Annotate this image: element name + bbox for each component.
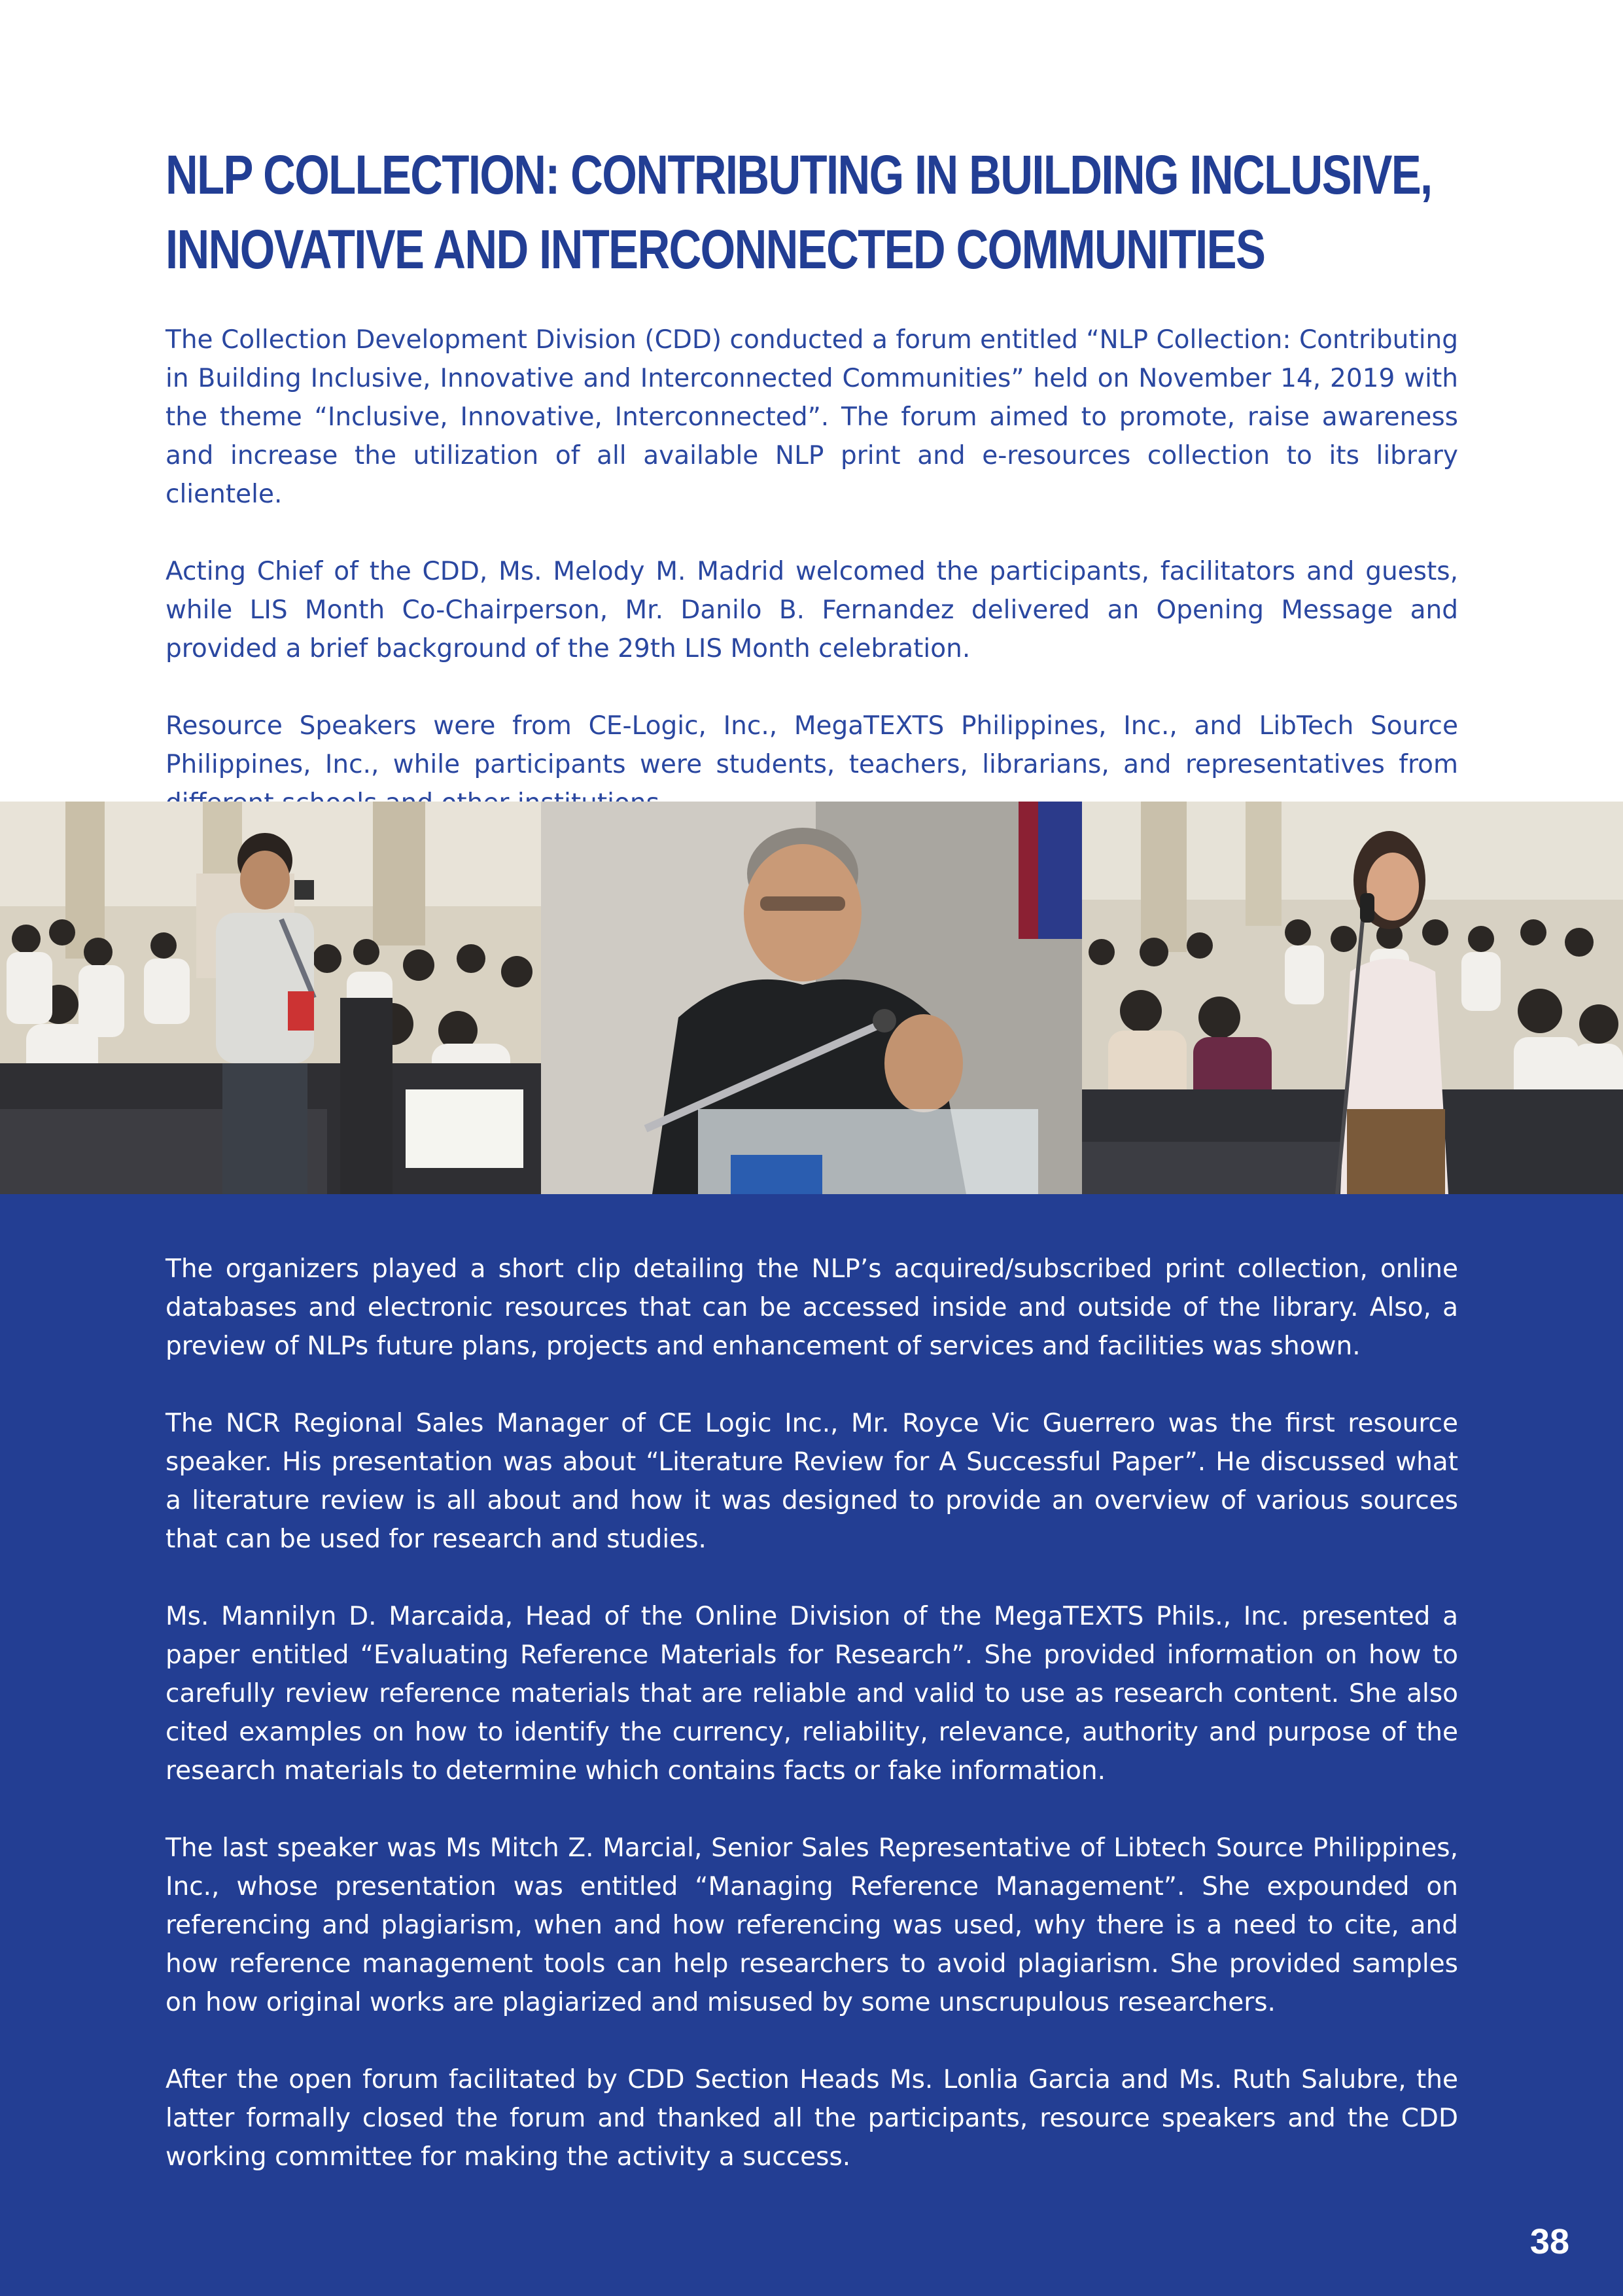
title-line: INNOVATIVE AND INTERCONNECTED COMMUNITIES [166,219,1265,280]
page-number: 38 [1529,2222,1569,2261]
intro-paragraph: Resource Speakers were from CE-Logic, Inc., MegaTEXTS Philippines, Inc., and LibTech Source Philippines, Inc., while participants were students, teachers, librarians, and representatives from [166,711,1458,779]
body-paragraph: The organizers played a short clip detailing the NLP’s acquired/subscribed print collection, online databases and electronic resources that can be accessed inside and outside of the library. Also, a preview of NLPs future plans, projects and enhancement of services and facilities was shown. [166,1254,1458,1361]
article-title [166,137,1432,287]
photo-strip [0,802,1623,1194]
photo-woman-microphone-image [1082,802,1623,1194]
intro-text [166,321,1458,861]
photo-speaker-podium-image [541,802,1082,1194]
body-text [166,1250,1458,2215]
photo-student-speaking [0,802,541,1194]
intro-paragraph: The Collection Development Division (CDD) conducted a forum entitled “NLP Collection: Contributing in Building Inclusive, Innovative and Interconnected Communities” held on November 14, 2019 with the theme “Inclusive, Innovative, Interconnected”. The forum aimed to promote, raise awareness and increase the utilization of all available NLP print and e-resources collection to its library clientele. [166,325,1458,509]
bottom-panel [0,1194,1623,2296]
body-paragraph: Ms. Mannilyn D. Marcaida, Head of the Online Division of the MegaTEXTS Phils., Inc. presented a paper entitled “Evaluating Reference Materials for Research”. She provided information on how to carefully review reference materials that are reliable and valid to use as research content. She also cited examples on how to identify the currency, reliability, relevance, authority and purpose of the research materials to determine which contains facts or fake information. [166,1602,1458,1786]
photo-student-speaking-image [0,802,541,1194]
body-paragraph: After the open forum facilitated by CDD Section Heads Ms. Lonlia Garcia and Ms. Ruth Salubre, the latter formally closed the forum and thanked all the participants, resource speakers and the CDD working committee for making the activity a success. [166,2065,1458,2172]
title-line: NLP COLLECTION: CONTRIBUTING IN BUILDING INCLUSIVE, [166,144,1432,205]
photo-woman-microphone [1082,802,1623,1194]
body-paragraph: The last speaker was Ms Mitch Z. Marcial, Senior Sales Representative of Libtech Source Philippines, Inc., whose presentation was entitled “Managing Reference Management”. She expounded on referencing and plagiarism, when and how referencing was used, why there is a need to cite, and how reference management tools can help researchers to avoid plagiarism. She provided samples on how original works are plagiarized and misused by some unscrupulous researchers. [166,1833,1458,2017]
top-section [0,0,1623,802]
body-paragraph: The NCR Regional Sales Manager of CE Logic Inc., Mr. Royce Vic Guerrero was the first resource speaker. His presentation was about “Literature Review for A Successful Paper”. He discussed what a literature review is all about and how it was designed to provide an overview of various sources that can be used for research and studies. [166,1409,1458,1554]
intro-paragraph: Acting Chief of the CDD, Ms. Melody M. Madrid welcomed the participants, facilitators and guests, while LIS Month Co-Chairperson, Mr. Danilo B. Fernandez delivered an Opening Message and provided a brief background of the 29th LIS Month celebration. [166,557,1458,663]
photo-speaker-podium [541,802,1082,1194]
